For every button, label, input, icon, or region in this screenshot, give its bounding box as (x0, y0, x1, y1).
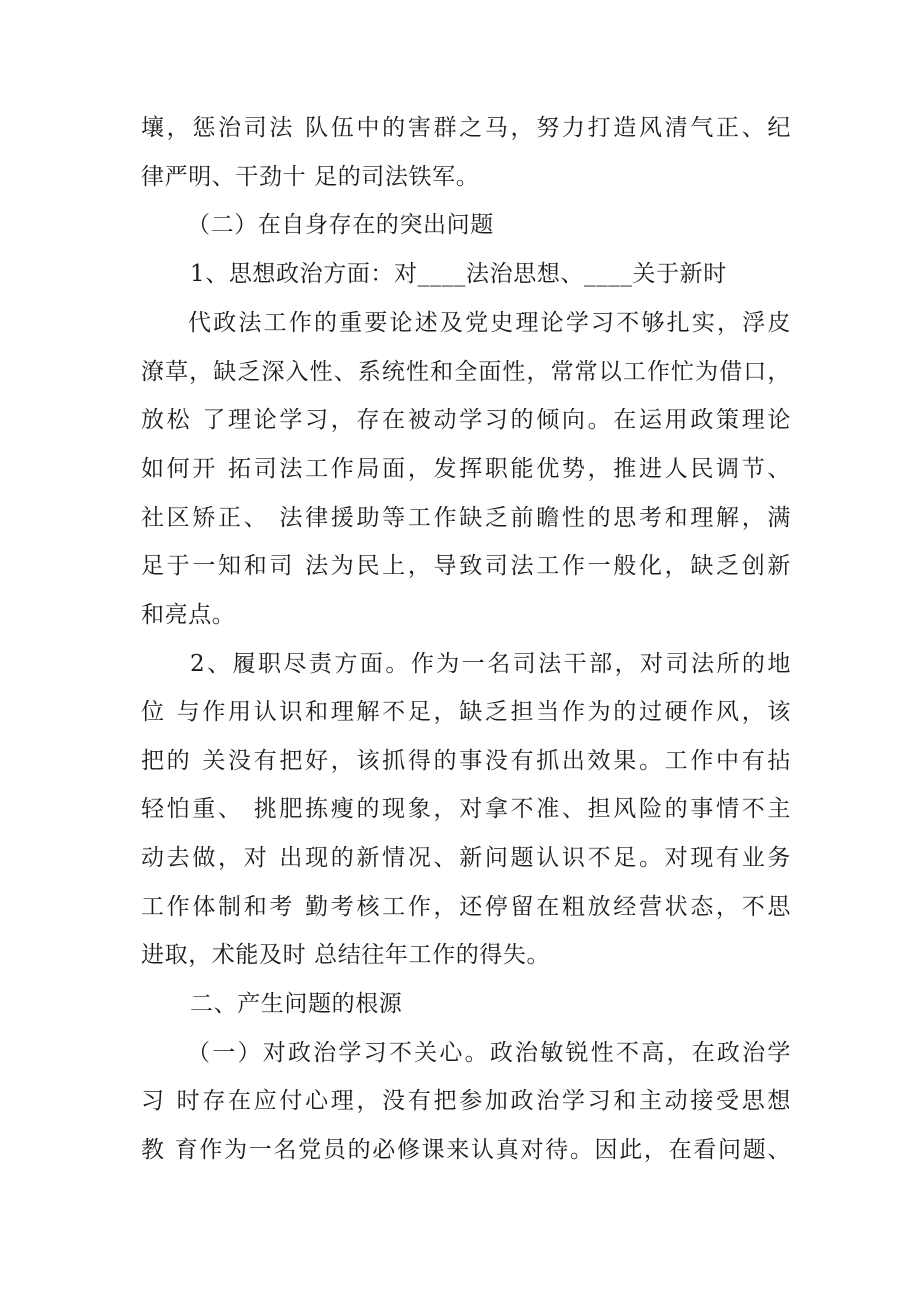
text-line-16: 动去做，对 出现的新情况、新问题认识不足。对现有业务 (141, 845, 791, 871)
section-heading-2: （二）在自身存在的突出问题 (187, 212, 494, 238)
text-line-12: 2、履职尽责方面。作为一名司法干部，对司法所的地 (190, 651, 791, 677)
text-line-7: 放松 了理论学习，存在被动学习的倾向。在运用政策理论 (141, 407, 791, 433)
text-line-10: 足于一知和司 法为民上，导致司法工作一般化，缺乏创新 (141, 553, 791, 579)
text-line-1: 壤，惩治司法 队伍中的害群之马，努力打造风清气正、纪 (141, 115, 791, 141)
text-line-14: 把的 关没有把好，该抓得的事没有抓出效果。工作中有拈 (141, 748, 791, 774)
text-line-2: 律严明、干劲十 足的司法铁军。 (141, 164, 480, 190)
text-line-17: 工作体制和考 勤考核工作，还停留在粗放经营状态，不思 (141, 894, 791, 920)
text-line-20: （一）对政治学习不关心。政治敏锐性不高，在政治学 (187, 1040, 791, 1066)
text-line-21: 习 时存在应付心理，没有把参加政治学习和主动接受思想 (141, 1088, 791, 1114)
text-line-18: 进取，术能及时 总结往年工作的得失。 (141, 942, 551, 968)
text-line-5: 代政法工作的重要论述及党史理论学习不够扎实，浮皮 (188, 310, 791, 336)
text-line-4: 1、思想政治方面：对____法治思想、____关于新时 (190, 261, 727, 287)
text-line-11: 和亮点。 (141, 602, 236, 628)
text-line-22: 教 育作为一名党员的必修课来认真对待。因此，在看问题、 (141, 1137, 791, 1163)
text-line-8: 如何开 拓司法工作局面，发挥职能优势，推进人民调节、 (141, 456, 791, 482)
text-line-6: 潦草，缺乏深入性、系统性和全面性，常常以工作忙为借口， (141, 359, 791, 385)
text-line-15: 轻怕重、 挑肥拣瘦的现象，对拿不准、担风险的事情不主 (141, 796, 791, 822)
text-line-13: 位 与作用认识和理解不足，缺乏担当作为的过硬作风，该 (141, 699, 791, 725)
text-line-9: 社区矫正、 法律援助等工作缺乏前瞻性的思考和理解，满 (141, 505, 791, 531)
section-heading-root-causes: 二、产生问题的根源 (190, 991, 403, 1017)
